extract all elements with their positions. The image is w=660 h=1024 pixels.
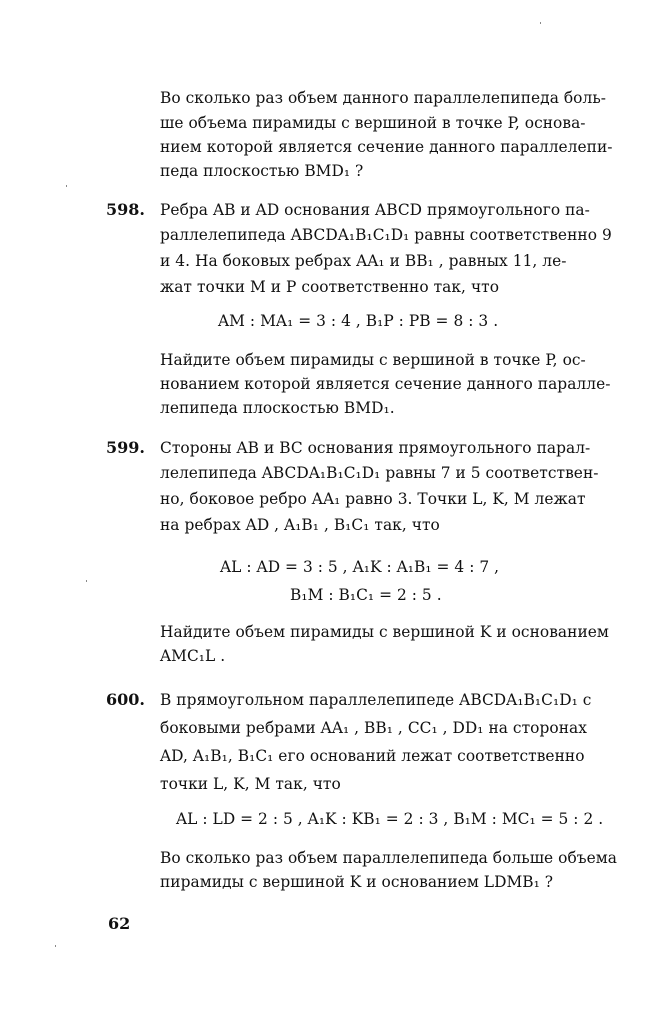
problem-number: 599. (106, 438, 145, 457)
problem-line: AMC₁L . (160, 647, 226, 665)
problem-line: В прямоугольном параллелепипеде ABCDA₁B₁C₁D₁ с (160, 691, 592, 709)
problem-line: лелепипеда ABCDA₁B₁C₁D₁ равны 7 и 5 соответствен- (160, 464, 599, 482)
formula-line: AL : AD = 3 : 5 , A₁K : A₁B₁ = 4 : 7 , (220, 558, 500, 576)
scan-speck (55, 945, 56, 947)
scan-speck (66, 185, 67, 187)
intro-line: педа плоскостью BMD₁ ? (160, 162, 364, 180)
scan-speck (540, 22, 541, 24)
problem-line: но, боковое ребро AA₁ равно 3. Точки L, K, M лежат (160, 490, 586, 508)
problem-line: Во сколько раз объем параллелепипеда больше объема (160, 849, 618, 867)
problem-number: 600. (106, 690, 145, 709)
problem-line: AD, A₁B₁, B₁C₁ его оснований лежат соответственно (160, 747, 585, 765)
intro-line: Во сколько раз объем данного параллелепипеда боль- (160, 89, 606, 107)
formula-line: AM : MA₁ = 3 : 4 , B₁P : PB = 8 : 3 . (218, 312, 499, 330)
intro-line: нием которой является сечение данного параллелепи- (160, 138, 613, 156)
problem-number: 598. (106, 200, 145, 219)
scan-speck (86, 580, 87, 582)
problem-line: точки L, K, M так, что (160, 775, 341, 793)
problem-line: раллелепипеда ABCDA₁B₁C₁D₁ равны соответственно 9 (160, 226, 612, 244)
problem-line: на ребрах AD , A₁B₁ , B₁C₁ так, что (160, 516, 440, 534)
page-number: 62 (108, 914, 131, 933)
problem-line: нованием которой является сечение данного паралле- (160, 375, 611, 393)
problem-line: Найдите объем пирамиды с вершиной K и основанием (160, 623, 609, 641)
problem-line: и 4. На боковых ребрах AA₁ и BB₁ , равных 11, ле- (160, 252, 567, 270)
problem-line: Найдите объем пирамиды с вершиной в точке P, ос- (160, 351, 586, 369)
formula-line: AL : LD = 2 : 5 , A₁K : KB₁ = 2 : 3 , B₁M : MC₁ = 5 : 2 . (176, 810, 604, 828)
problem-line: жат точки M и P соответственно так, что (160, 278, 500, 296)
problem-line: боковыми ребрами AA₁ , BB₁ , CC₁ , DD₁ на сторонах (160, 719, 587, 737)
intro-line: ше объема пирамиды с вершиной в точке P, основа- (160, 114, 586, 132)
problem-line: пирамиды с вершиной K и основанием LDMB₁ ? (160, 873, 554, 891)
formula-line: B₁M : B₁C₁ = 2 : 5 . (290, 586, 442, 604)
problem-line: Ребра AB и AD основания ABCD прямоугольного па- (160, 201, 590, 219)
problem-line: лепипеда плоскостью BMD₁. (160, 399, 395, 417)
problem-line: Стороны AB и BC основания прямоугольного парал- (160, 439, 591, 457)
